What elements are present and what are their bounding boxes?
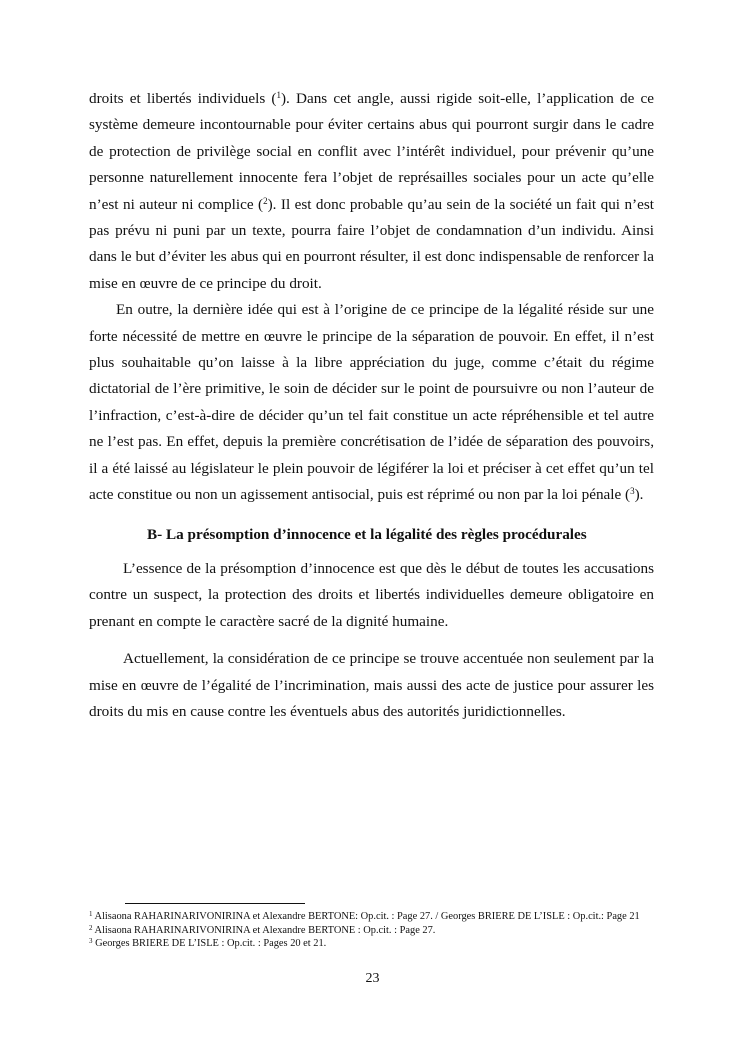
footnote-text-1: Alisaona RAHARINARIVONIRINA et Alexandre BERTONE: Op.cit. : Page 27. / Georges BRIERE DE L’ISLE : Op.cit.: Page 21 (92, 911, 640, 922)
footnotes (89, 910, 654, 951)
section-heading: B- La présomption d’innocence et la légalité des règles procédurales (147, 525, 587, 543)
footnote-ref-3: 3 (630, 486, 635, 497)
page-number: 23 (365, 971, 380, 986)
paragraph-2 (89, 297, 654, 508)
footnote-text-3: Georges BRIERE DE L’ISLE : Op.cit. : Pages 20 et 21. (92, 938, 327, 949)
paragraph-2-text-a: En outre, la dernière idée qui est à l’origine de ce principe de la légalité réside sur une forte nécessité de mettre en œuvre le principe de la séparation de pouvoir. En effet, il n’est plus souhaitable qu’on laisse à la libre appréciation du juge, comme c’était du régime dictatorial de l’ère primitive, le soin de décider sur le point de poursuivre ou non l’auteur de l’infraction, c’est-à-dire de décider qu’un tel fait constitue un acte répréhensible et tel autre ne l’est pas. En effet, depuis la première concrétisation de l’idée de séparation des pouvoirs, il a été laissé au législateur le plein pouvoir de légiférer la loi et préciser à cet effet qu’un tel acte constitue ou non un agissement antisocial, puis est réprimé ou non par la loi pénale ( (89, 301, 654, 504)
footnote-ref-1: 1 (276, 90, 281, 100)
paragraph-1-text-c: ). Il est donc probable qu’au sein de la société un fait qui n’est pas prévu ni puni par un texte, pourra faire l’objet de condamnation d’un individu. Ainsi dans le but d’éviter les abus qui en pourront résulter, il est donc indispensable de renforcer la mise en œuvre de ce principe du droit. (89, 195, 654, 292)
paragraph-1-text-a: droits et libertés individuels ( (89, 90, 277, 107)
footnote-ref-2: 2 (263, 195, 268, 206)
footnote-3 (89, 937, 654, 951)
footnote-number-1: 1 (89, 910, 93, 918)
footnote-number-3: 3 (89, 937, 93, 945)
paragraph-3: L’essence de la présomption d’innocence est que dès le début de toutes les accusations contre un suspect, la protection des droits et libertés individuelles demeure obligatoire en prenant en compte le caractère sacré de la dignité humaine. (89, 559, 654, 630)
footnote-number-2: 2 (89, 923, 93, 932)
footnote-2 (89, 924, 654, 938)
footnote-text-2: Alisaona RAHARINARIVONIRINA et Alexandre BERTONE : Op.cit. : Page 27. (92, 924, 436, 936)
paragraph-1 (89, 86, 654, 297)
footnote-1 (89, 910, 654, 924)
body-text (89, 86, 654, 725)
paragraph-4: Actuellement, la considération de ce principe se trouve accentuée non seulement par la mise en œuvre de l’égalité de l’incrimination, mais aussi des acte de justice pour assurer les droits du mis en cause contre les éventuels abus des autorités juridictionnelles. (89, 650, 654, 720)
footnote-separator (125, 903, 305, 904)
paragraph-1-text-b: ). Dans cet angle, aussi rigide soit-elle, l’application de ce système demeure incontournable pour éviter certains abus qui pourront surgir dans le cadre de protection de privilège social en conflit avec l’intérêt individuel, pour prévenir qu’une personne naturellement innocente fera l’objet de représailles sociales pour un acte qu’elle n’est ni auteur ni complice ( (89, 90, 654, 213)
paragraph-2-text-b: ). (634, 486, 644, 504)
